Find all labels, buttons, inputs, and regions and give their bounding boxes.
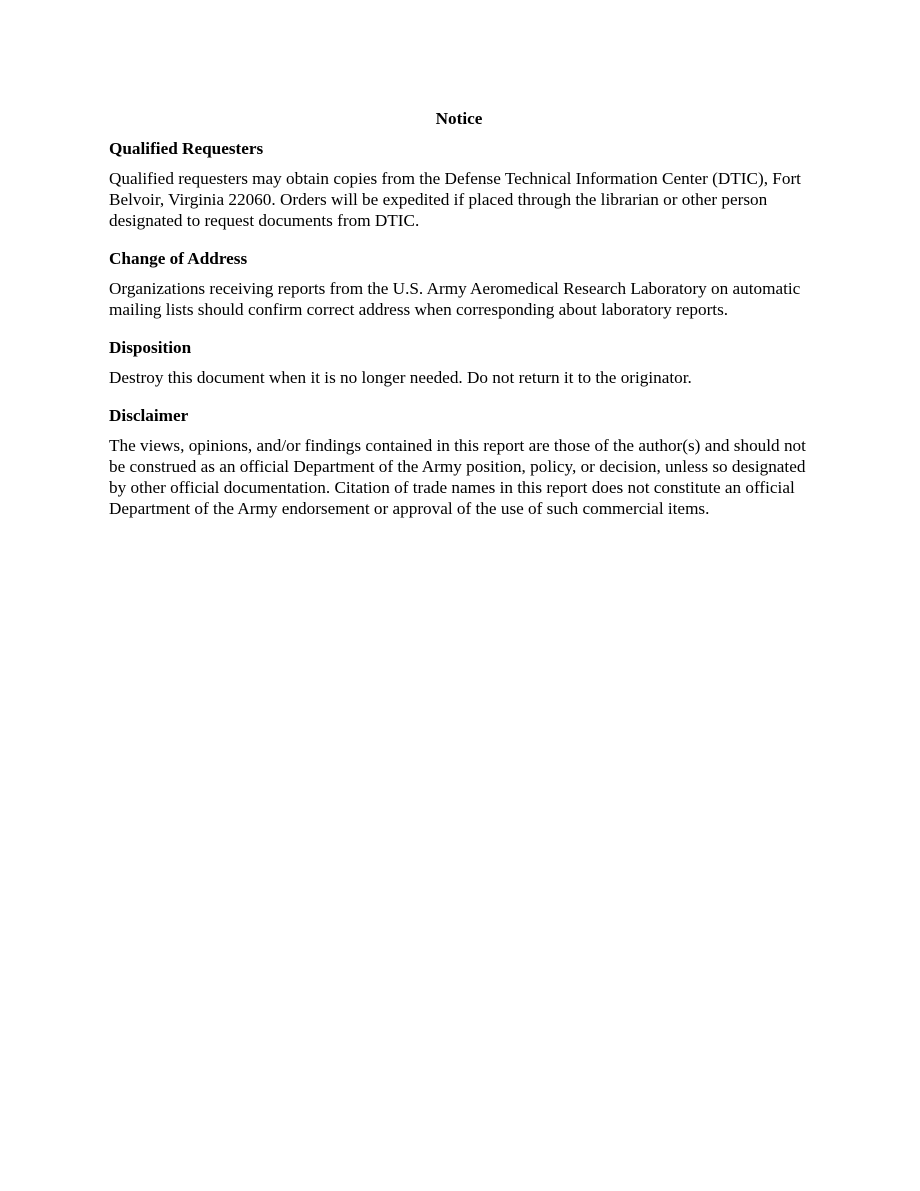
section-body: Organizations receiving reports from the U.S. Army Aeromedical Research Laboratory on automatic mailing lists should confirm correct address when corresponding about laboratory reports. xyxy=(109,279,801,319)
section-disclaimer xyxy=(109,405,809,519)
section-body: Destroy this document when it is no longer needed. Do not return it to the originator. xyxy=(109,368,692,387)
section-heading: Change of Address xyxy=(109,249,248,268)
section-body: Qualified requesters may obtain copies from the Defense Technical Information Center (DTIC), Fort Belvoir, Virginia 22060. Orders will be expedited if placed through the librarian or other person designated to request documents from DTIC. xyxy=(109,169,801,230)
section-disposition xyxy=(109,337,809,388)
section-change-of-address xyxy=(109,248,809,320)
notice-title: Notice xyxy=(435,109,483,128)
notice-content xyxy=(109,108,809,536)
section-body: The views, opinions, and/or findings contained in this report are those of the author(s) and should not be construed as an official Department of the Army position, policy, or decision, unless so designated by other official documentation. Citation of trade names in this report does not constitute an official Department of the Army endorsement or approval of the use of such commercial items. xyxy=(109,436,806,518)
section-heading: Disclaimer xyxy=(109,406,189,425)
section-heading: Disposition xyxy=(109,338,192,357)
section-heading: Qualified Requesters xyxy=(109,139,264,158)
section-qualified-requesters xyxy=(109,138,809,231)
